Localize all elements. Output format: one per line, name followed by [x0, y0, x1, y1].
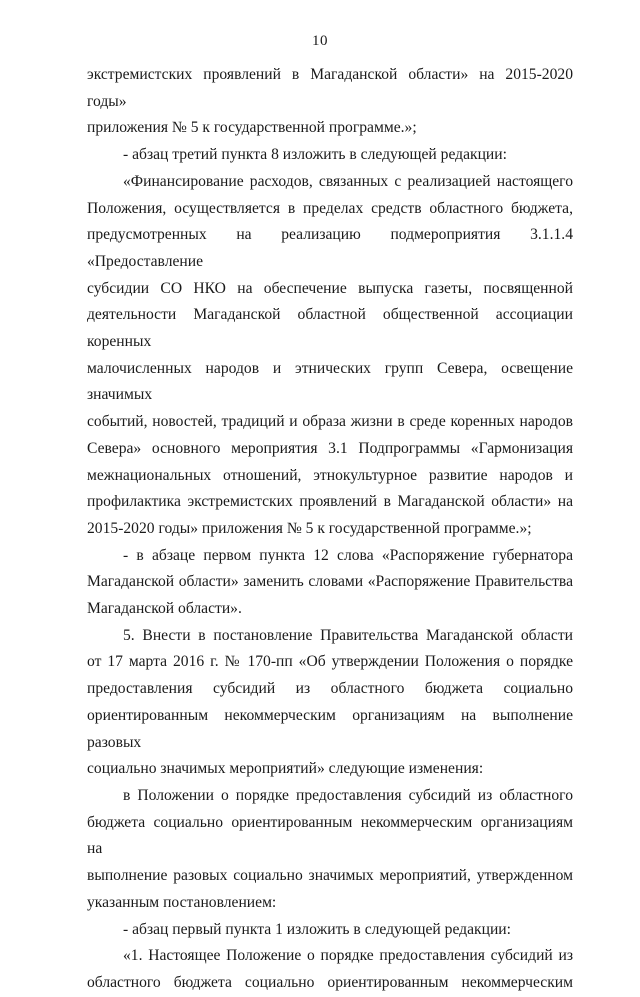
text-line: событий, новостей, традиций и образа жизни в среде коренных народов	[87, 413, 573, 431]
text-line: межнациональных отношений, этнокультурное развитие народов и	[87, 466, 573, 484]
text-line: Магаданской области».	[87, 600, 242, 618]
text-line: областного бюджета социально ориентированным некоммерческим	[87, 973, 573, 991]
text-line: Положения, осуществляется в пределах средств областного бюджета,	[87, 199, 573, 217]
text-line: - абзац третий пункта 8 изложить в следующей редакции:	[123, 146, 507, 164]
text-line: указанным постановлением:	[87, 893, 277, 911]
text-line: выполнение разовых социально значимых мероприятий, утвержденном	[87, 867, 573, 885]
text-line: профилактика экстремистских проявлений в Магаданской области» на	[87, 493, 573, 511]
page-number: 10	[312, 33, 328, 49]
text-line: - абзац первый пункта 1 изложить в следующей редакции:	[123, 920, 511, 938]
text-line: приложения № 5 к государственной программе.»;	[87, 119, 417, 137]
text-line: деятельности Магаданской областной общественной ассоциации коренных	[87, 306, 573, 351]
text-line: предусмотренных на реализацию подмероприятия 3.1.1.4 «Предоставление	[87, 226, 573, 270]
text-line: «Финансирование расходов, связанных с реализацией настоящего	[123, 172, 573, 190]
text-line: социально значимых мероприятий» следующие изменения:	[87, 760, 484, 778]
text-line: 2015-2020 годы» приложения № 5 к государственной программе.»;	[87, 519, 532, 537]
text-line: экстремистских проявлений в Магаданской области» на 2015-2020 годы»	[87, 66, 573, 110]
text-line: бюджета социально ориентированным некоммерческим организациям на	[87, 813, 573, 858]
text-line: от 17 марта 2016 г. № 170-пп «Об утверждении Положения о порядке	[87, 653, 573, 671]
text-line: 5. Внести в постановление Правительства Магаданской области	[123, 626, 573, 644]
document-body	[87, 62, 573, 997]
text-line: предоставления субсидий из областного бюджета социально	[87, 680, 573, 698]
text-line: - в абзаце первом пункта 12 слова «Распоряжение губернатора	[123, 546, 573, 564]
text-line: субсидии СО НКО на обеспечение выпуска газеты, посвященной	[87, 279, 573, 297]
text-line: в Положении о порядке предоставления субсидий из областного	[123, 786, 573, 804]
text-line: малочисленных народов и этнических групп Севера, освещение значимых	[87, 359, 573, 404]
text-line: ориентированным некоммерческим организациям на выполнение разовых	[87, 706, 573, 751]
text-line: «1. Настоящее Положение о порядке предоставления субсидий из	[123, 947, 573, 965]
text-line: Магаданской области» заменить словами «Распоряжение Правительства	[87, 573, 573, 591]
text-line: Севера» основного мероприятия 3.1 Подпрограммы «Гармонизация	[87, 439, 573, 457]
